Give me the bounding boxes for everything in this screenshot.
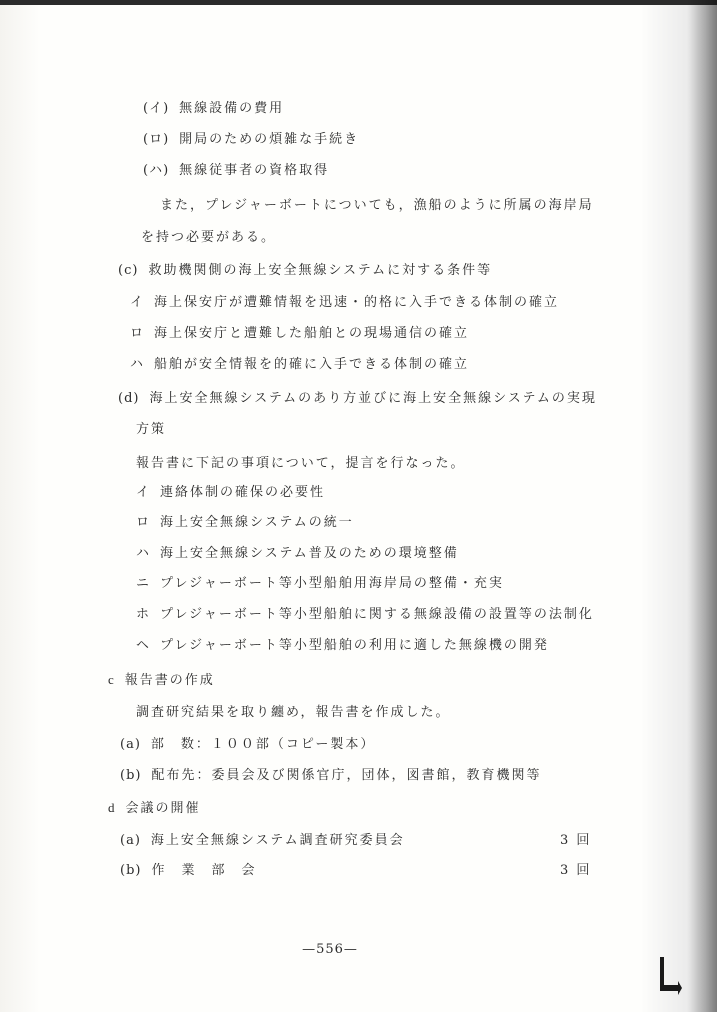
meeting-count: 3 回 xyxy=(560,863,592,878)
section-marker: (c) xyxy=(118,263,139,278)
paragraph-line xyxy=(136,455,465,473)
item-text: プレジャーボート等小型船舶に関する無線設備の設置等の法制化 xyxy=(160,607,594,622)
item-i-line xyxy=(143,100,284,118)
item-marker: イ xyxy=(136,485,151,500)
list-item xyxy=(130,356,469,374)
list-item xyxy=(130,325,469,343)
scan-top-edge xyxy=(0,0,717,5)
section-c-heading xyxy=(118,262,492,280)
paragraph-text: 調査研究結果を取り纏め，報告書を作成した。 xyxy=(136,705,451,720)
item-text: 部 数：１００部（コピー製本） xyxy=(150,737,376,752)
item-marker: (a) xyxy=(120,833,141,848)
section-title: 海上安全無線システムのあり方並びに海上安全無線システムの実現 xyxy=(149,391,597,406)
item-marker: (b) xyxy=(120,863,142,878)
paragraph-line xyxy=(136,704,450,722)
meeting-count: 3 回 xyxy=(560,833,592,848)
item-marker: ハ xyxy=(130,357,145,372)
section-title-continuation xyxy=(136,421,166,439)
list-item xyxy=(136,514,354,532)
item-marker: ハ xyxy=(136,546,151,561)
heading-d-meetings xyxy=(108,799,201,818)
item-text: 配布先：委員会及び関係官庁，団体，図書館，教育機関等 xyxy=(151,768,542,783)
item-text: 無線従事者の資格取得 xyxy=(179,163,330,178)
list-item xyxy=(136,606,594,624)
list-item xyxy=(136,545,459,563)
heading-c-report xyxy=(108,671,215,690)
item-ro-line xyxy=(143,131,359,149)
item-marker: ロ xyxy=(136,515,151,530)
item-text: プレジャーボート等小型船舶の利用に適した無線機の開発 xyxy=(160,638,549,653)
item-marker: (イ) xyxy=(143,101,170,116)
section-marker: d xyxy=(108,800,116,815)
detail-item xyxy=(120,736,375,754)
item-marker: ニ xyxy=(136,576,151,591)
item-text: 海上保安庁と遭難した船舶との現場通信の確立 xyxy=(154,326,470,341)
meeting-item xyxy=(120,862,680,880)
paragraph-text: を持つ必要がある。 xyxy=(141,230,277,245)
section-title: 報告書の作成 xyxy=(124,673,215,688)
paragraph-line xyxy=(160,197,594,215)
meeting-name: 作 業 部 会 xyxy=(151,863,257,878)
item-marker: ロ xyxy=(130,326,145,341)
item-text: 海上保安庁が遭難情報を迅速・的格に入手できる体制の確立 xyxy=(154,295,560,310)
item-marker: ホ xyxy=(136,607,151,622)
corner-arrow-icon xyxy=(660,955,682,995)
section-d-heading xyxy=(118,390,597,408)
item-ha-line xyxy=(143,162,329,180)
item-text: 連絡体制の確保の必要性 xyxy=(160,485,326,500)
paragraph-line xyxy=(141,229,276,247)
item-marker: (a) xyxy=(120,737,141,752)
paragraph-text: また，プレジャーボートについても，漁船のように所属の海岸局 xyxy=(160,198,594,213)
detail-item xyxy=(120,767,541,785)
list-item xyxy=(136,484,325,502)
item-marker: イ xyxy=(130,295,145,310)
item-text: 開局のための煩雑な手続き xyxy=(179,132,360,147)
item-marker: ヘ xyxy=(136,638,151,653)
meeting-item xyxy=(120,832,680,850)
item-text: 無線設備の費用 xyxy=(179,101,285,116)
section-title-text: 方策 xyxy=(136,422,167,437)
item-text: 海上安全無線システムの統一 xyxy=(160,515,354,530)
section-marker: c xyxy=(108,672,115,687)
item-text: プレジャーボート等小型船舶用海岸局の整備・充実 xyxy=(160,576,504,591)
section-title: 会議の開催 xyxy=(125,801,201,816)
paragraph-text: 報告書に下記の事項について，提言を行なった。 xyxy=(136,456,466,471)
page-number: —556— xyxy=(302,942,358,957)
list-item xyxy=(136,637,549,655)
meeting-name: 海上安全無線システム調査研究委員会 xyxy=(150,833,405,848)
item-marker: (ハ) xyxy=(143,163,170,178)
scan-right-shadow xyxy=(687,0,717,1012)
item-text: 船舶が安全情報を的確に入手できる体制の確立 xyxy=(154,357,470,372)
item-text: 海上安全無線システム普及のための環境整備 xyxy=(160,546,459,561)
item-marker: (b) xyxy=(120,768,142,783)
item-marker: (ロ) xyxy=(143,132,170,147)
section-marker: (d) xyxy=(118,391,140,406)
list-item xyxy=(136,575,504,593)
section-title: 救助機関側の海上安全無線システムに対する条件等 xyxy=(148,263,493,278)
list-item xyxy=(130,294,559,312)
